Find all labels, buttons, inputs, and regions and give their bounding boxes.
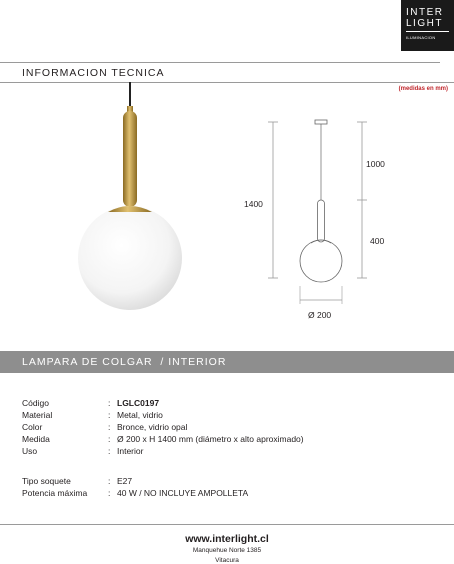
logo-line-1: INTER [406, 7, 444, 18]
spec-value: Metal, vidrio [117, 410, 163, 420]
section-title: INFORMACION TECNICA [22, 67, 165, 79]
spec-label: Tipo soquete [22, 476, 71, 486]
glass-globe [78, 206, 182, 310]
spec-label: Color [22, 422, 43, 432]
spec-label: Código [22, 398, 49, 408]
brand-logo [401, 0, 454, 51]
dim-total-height: 1400 [244, 199, 263, 209]
website-link[interactable]: www.interlight.cl [185, 533, 269, 545]
footer-address: Manquehue Norte 1385 [192, 547, 262, 554]
spec-value: Bronce, vidrio opal [117, 422, 188, 432]
category-title: LAMPARA DE COLGAR / INTERIOR [22, 356, 227, 368]
spec-label: Potencia máxima [22, 488, 88, 498]
spec-value: E27 [117, 476, 133, 486]
spec-label: Uso [22, 446, 38, 456]
spec-row: Tipo soquete : E27 [22, 476, 133, 486]
product-photo [70, 82, 190, 322]
drawing-rod [318, 200, 325, 242]
spec-label: Medida [22, 434, 50, 444]
spec-value: Interior [117, 446, 144, 456]
logo-line-2: LIGHT [406, 18, 443, 29]
top-rule [0, 62, 440, 63]
section-rule [0, 82, 454, 83]
drawing-canopy [315, 120, 327, 124]
dim-cable-length: 1000 [366, 159, 385, 169]
spec-row: Medida : Ø 200 x H 1400 mm (diámetro x alto aproximado) [22, 434, 304, 444]
technical-drawing [240, 110, 420, 330]
spec-table [22, 397, 304, 499]
spec-row: Color : Bronce, vidrio opal [22, 422, 188, 432]
logo-line-3: ILUMINACION [406, 35, 436, 40]
dim-lamp-height: 400 [370, 236, 385, 246]
drawing-globe [300, 240, 342, 282]
logo-divider [406, 31, 449, 32]
spec-row: Potencia máxima : 40 W / NO INCLUYE AMPOLLETA [22, 488, 249, 498]
footer-rule [0, 524, 454, 525]
spec-value: 40 W / NO INCLUYE AMPOLLETA [117, 488, 249, 498]
spec-label: Material [22, 410, 53, 420]
category-band [0, 351, 454, 373]
spec-value: LGLC0197 [117, 398, 160, 408]
spec-row: Código : LGLC0197 [22, 398, 160, 408]
brass-rod [123, 111, 137, 207]
brass-cap [108, 206, 152, 212]
unit-note: (medidas en mm) [398, 86, 448, 92]
spec-value: Ø 200 x H 1400 mm (diámetro x alto aproximado) [117, 434, 304, 444]
spec-row: Material : Metal, vidrio [22, 410, 163, 420]
dim-diameter: Ø 200 [308, 310, 332, 320]
footer-city: Vitacura [215, 557, 239, 564]
spec-row: Uso : Interior [22, 446, 144, 456]
